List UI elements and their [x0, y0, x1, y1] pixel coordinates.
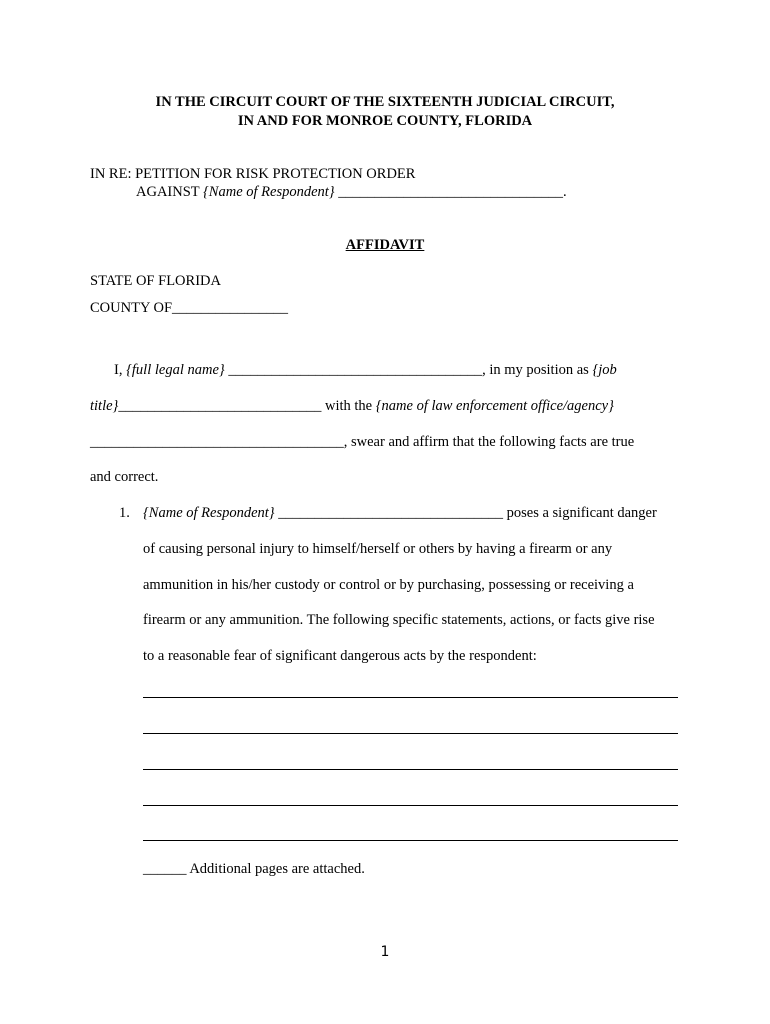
respondent-blank: _______________________________. — [334, 184, 567, 200]
page-number: 1 — [380, 944, 390, 960]
item-respondent-placeholder: {Name of Respondent} — [143, 505, 275, 521]
blank-line-5 — [143, 840, 678, 841]
intro-line-4: and correct. — [90, 469, 159, 485]
job-title-placeholder-start: {job — [592, 362, 617, 378]
intro-line-1 — [114, 362, 617, 379]
blank-line-2 — [143, 733, 678, 734]
against-label: AGAINST — [136, 184, 203, 200]
agency-placeholder: {name of law enforcement office/agency} — [375, 398, 614, 414]
item-text: _______________________________ poses a significant danger — [274, 505, 657, 521]
item-1-line-1 — [143, 505, 657, 522]
item-1-number: 1. — [119, 505, 130, 521]
additional-pages-line: ______ Additional pages are attached. — [143, 861, 365, 877]
intro-text: ___________________________________, in my position as — [224, 362, 593, 378]
intro-text: ____________________________ with the — [118, 398, 376, 414]
venue-state: STATE OF FLORIDA — [90, 273, 221, 289]
intro-line-3: ___________________________________, swear and affirm that the following facts are true — [90, 434, 635, 450]
blank-line-3 — [143, 769, 678, 770]
item-1-line-5: to a reasonable fear of significant dangerous acts by the respondent: — [143, 648, 537, 664]
document-title: AFFIDAVIT — [345, 237, 425, 253]
caption-line-1: IN RE: PETITION FOR RISK PROTECTION ORDER — [90, 166, 416, 182]
intro-text: I, — [114, 362, 127, 378]
job-title-placeholder-end: title} — [90, 398, 119, 414]
full-legal-name-placeholder: {full legal name} — [126, 362, 225, 378]
item-1-line-3: ammunition in his/her custody or control or by purchasing, possessing or receiving a — [143, 577, 634, 593]
item-1-line-2: of causing personal injury to himself/herself or others by having a firearm or any — [143, 541, 613, 557]
court-heading-line-2: IN AND FOR MONROE COUNTY, FLORIDA — [237, 113, 533, 129]
intro-line-2 — [90, 398, 614, 415]
venue-county: COUNTY OF________________ — [90, 300, 289, 316]
court-heading-line-1: IN THE CIRCUIT COURT OF THE SIXTEENTH JUDICIAL CIRCUIT, — [155, 94, 615, 110]
blank-line-4 — [143, 805, 678, 806]
blank-line-1 — [143, 697, 678, 698]
item-1-line-4: firearm or any ammunition. The following specific statements, actions, or facts give rise — [143, 612, 655, 628]
respondent-name-placeholder: {Name of Respondent} — [203, 184, 335, 200]
caption-line-2 — [136, 184, 567, 201]
